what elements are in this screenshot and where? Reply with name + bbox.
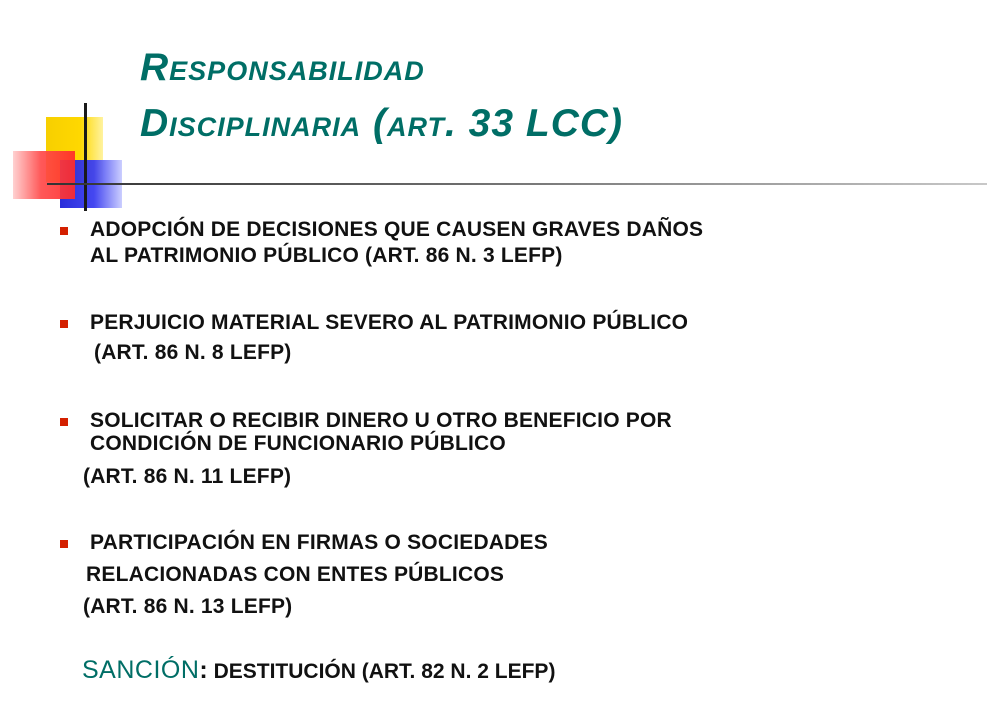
item-line: CONDICIÓN DE FUNCIONARIO PÚBLICO (90, 432, 506, 455)
bullet-square-icon (60, 227, 68, 235)
title-underline (47, 183, 987, 185)
sanction-text: DESTITUCIÓN (ART. 82 N. 2 LEFP) (207, 660, 556, 683)
slide-title (140, 40, 623, 152)
bullet-square-icon (60, 418, 68, 426)
logo-vertical-line (84, 103, 87, 211)
logo-red-square (13, 151, 75, 199)
sanction-line (82, 656, 555, 685)
item-line: AL PATRIMONIO PÚBLICO (ART. 86 N. 3 LEFP) (90, 244, 563, 267)
title-line-2: Disciplinaria (art. 33 LCC) (140, 102, 624, 145)
bullet-square-icon (60, 320, 68, 328)
sanction-label: SANCIÓN (82, 656, 200, 684)
item-line: PARTICIPACIÓN EN FIRMAS O SOCIEDADES (90, 531, 548, 554)
item-line: ADOPCIÓN DE DECISIONES QUE CAUSEN GRAVES DAÑOS (90, 218, 704, 241)
item-reference: (ART. 86 N. 8 LEFP) (94, 341, 292, 364)
item-reference: (ART. 86 N. 13 LEFP) (83, 595, 293, 618)
bullet-square-icon (60, 540, 68, 548)
item-reference: (ART. 86 N. 11 LEFP) (83, 465, 292, 488)
title-line-1: Responsabilidad (140, 46, 425, 89)
item-line: SOLICITAR O RECIBIR DINERO U OTRO BENEFICIO POR (90, 409, 672, 432)
sanction-colon: : (199, 656, 208, 684)
item-line: RELACIONADAS CON ENTES PÚBLICOS (86, 563, 505, 586)
item-line: PERJUICIO MATERIAL SEVERO AL PATRIMONIO PÚBLICO (90, 311, 689, 334)
